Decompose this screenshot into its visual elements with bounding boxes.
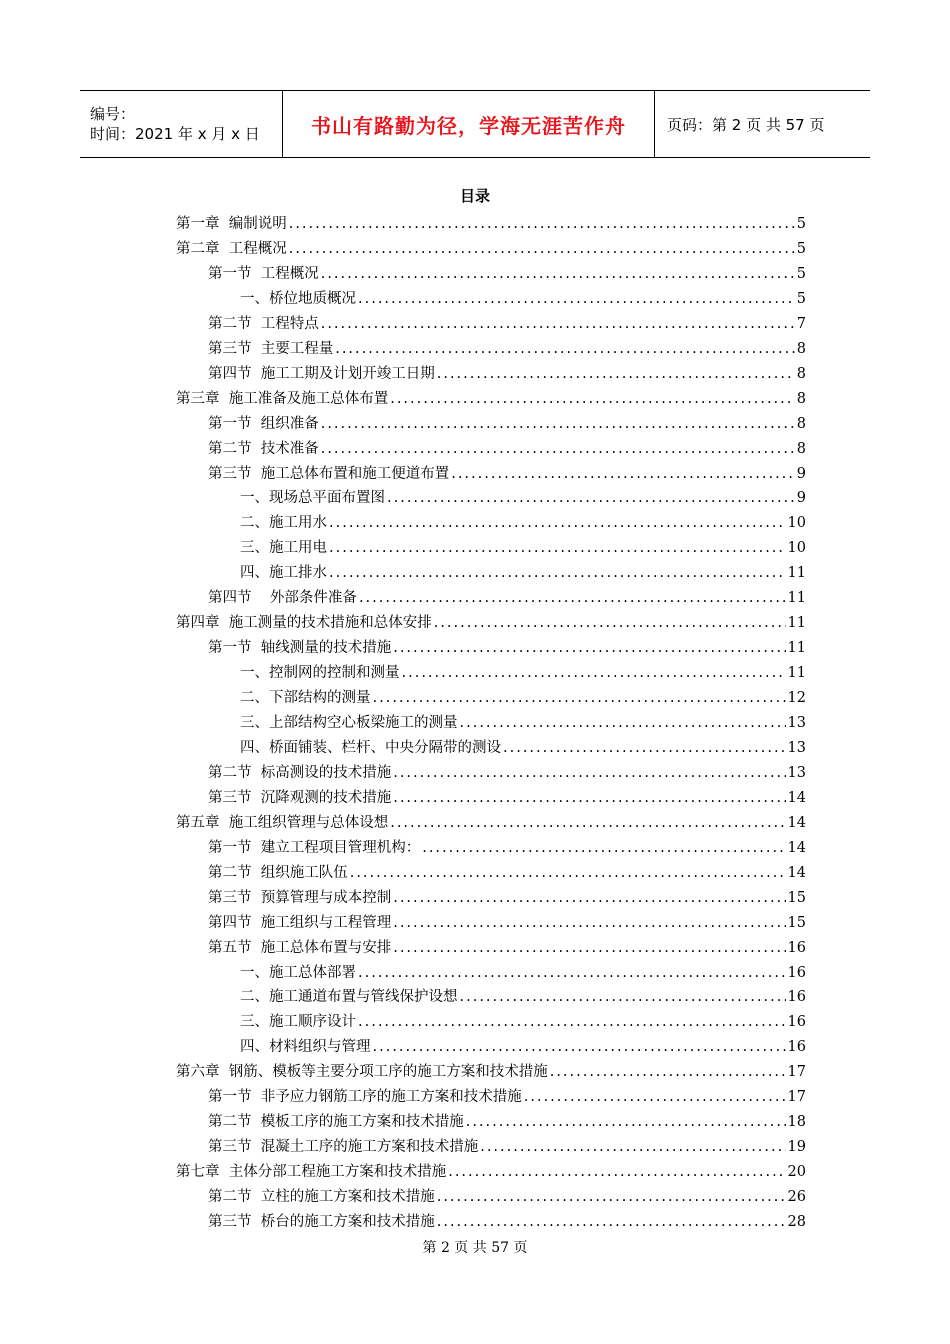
toc-entry-title: 第二节 模板工序的施工方案和技术措施 bbox=[208, 1114, 464, 1131]
toc-dot-leader bbox=[480, 1138, 785, 1156]
toc-entry[interactable] bbox=[208, 857, 806, 882]
toc-dot-leader bbox=[503, 739, 786, 757]
document-time-label: 时间：2021 年 x 月 x 日 bbox=[90, 125, 260, 143]
toc-entry-title: 四、桥面铺装、栏杆、中央分隔带的测设 bbox=[240, 739, 501, 756]
toc-entry[interactable] bbox=[208, 408, 806, 433]
toc-entry[interactable] bbox=[176, 208, 806, 233]
toc-entry[interactable] bbox=[240, 1006, 806, 1031]
toc-entry-page: 11 bbox=[787, 565, 806, 582]
toc-entry-page: 16 bbox=[787, 939, 806, 956]
toc-dot-leader bbox=[358, 290, 795, 308]
toc-entry[interactable] bbox=[240, 532, 806, 557]
toc-dot-leader bbox=[437, 1188, 786, 1206]
toc-entry-title: 第一章 编制说明 bbox=[176, 216, 287, 232]
toc-entry[interactable] bbox=[208, 1081, 806, 1106]
toc-dot-leader bbox=[387, 489, 795, 507]
toc-entry-title: 第一节 非予应力钢筋工序的施工方案和技术措施 bbox=[208, 1089, 522, 1106]
toc-entry-page: 8 bbox=[796, 340, 806, 357]
toc-entry[interactable] bbox=[208, 582, 806, 607]
toc-entry[interactable] bbox=[208, 333, 806, 358]
toc-dot-leader bbox=[393, 939, 785, 957]
toc-entry-title: 二、施工通道布置与管线保护设想 bbox=[240, 989, 458, 1006]
toc-entry[interactable] bbox=[176, 233, 806, 258]
toc-entry-page: 16 bbox=[787, 964, 806, 981]
header-motto: 书山有路勤为径，学海无涯苦作舟 bbox=[311, 113, 626, 138]
toc-entry-title: 四、施工排水 bbox=[240, 565, 327, 582]
toc-entry-page: 11 bbox=[787, 615, 806, 632]
toc-dot-leader bbox=[390, 390, 795, 408]
toc-entry-title: 第二节 工程特点 bbox=[208, 315, 319, 332]
toc-entry-page: 5 bbox=[796, 216, 806, 232]
toc-entry-title: 第三章 施工准备及施工总体布置 bbox=[176, 390, 389, 407]
toc-entry-page: 14 bbox=[787, 839, 806, 856]
toc-entry[interactable] bbox=[208, 1206, 806, 1231]
toc-dot-leader bbox=[329, 564, 786, 582]
toc-dot-leader bbox=[393, 789, 785, 807]
page-footer: 第 2 页 共 57 页 bbox=[422, 1240, 528, 1256]
toc-entry-title: 第四章 施工测量的技术措施和总体安排 bbox=[176, 615, 432, 632]
toc-entry-title: 第一节 建立工程项目管理机构： bbox=[208, 839, 421, 856]
toc-entry-page: 10 bbox=[787, 515, 806, 532]
toc-entry-page: 11 bbox=[787, 640, 806, 657]
toc-entry-title: 一、控制网的控制和测量 bbox=[240, 665, 400, 682]
header-page-number: 页码：第 2 页 共 57 页 bbox=[667, 115, 825, 134]
toc-dot-leader bbox=[289, 240, 795, 258]
toc-entry-title: 四、材料组织与管理 bbox=[240, 1039, 371, 1056]
toc-entry-page: 26 bbox=[787, 1189, 806, 1206]
toc-entry-page: 14 bbox=[787, 864, 806, 881]
toc-entry-title: 第一节 工程概况 bbox=[208, 265, 319, 282]
toc-dot-leader bbox=[359, 589, 786, 607]
toc-entry[interactable] bbox=[240, 657, 806, 682]
toc-entry-title: 第二节 组织施工队伍 bbox=[208, 864, 348, 881]
toc-entry[interactable] bbox=[176, 1156, 806, 1181]
toc-entry-page: 8 bbox=[796, 365, 806, 382]
toc-dot-leader bbox=[289, 215, 795, 233]
toc-entry[interactable] bbox=[208, 632, 806, 657]
toc-entry-title: 第一节 轴线测量的技术措施 bbox=[208, 640, 392, 657]
toc-dot-leader bbox=[321, 265, 795, 283]
toc-dot-leader bbox=[402, 664, 786, 682]
toc-entry-title: 第二章 工程概况 bbox=[176, 240, 287, 257]
toc-entry-page: 20 bbox=[787, 1164, 806, 1181]
toc-dot-leader bbox=[437, 365, 795, 383]
toc-entry-page: 7 bbox=[796, 315, 806, 332]
toc-dot-leader bbox=[321, 315, 795, 333]
toc-dot-leader bbox=[434, 614, 786, 632]
toc-entry-page: 14 bbox=[787, 814, 806, 831]
toc-entry[interactable] bbox=[208, 433, 806, 458]
page-header-table bbox=[80, 90, 870, 158]
toc-entry[interactable] bbox=[208, 907, 806, 932]
toc-entry[interactable] bbox=[176, 807, 806, 832]
toc-dot-leader bbox=[451, 465, 795, 483]
toc-entry-title: 第四节 施工组织与工程管理 bbox=[208, 914, 392, 931]
toc-entry[interactable] bbox=[208, 258, 806, 283]
toc-dot-leader bbox=[448, 1163, 785, 1181]
toc-entry-page: 18 bbox=[787, 1114, 806, 1131]
toc-entry[interactable] bbox=[240, 283, 806, 308]
toc-entry[interactable] bbox=[176, 1056, 806, 1081]
toc-dot-leader bbox=[393, 914, 785, 932]
toc-entry-page: 16 bbox=[787, 1039, 806, 1056]
toc-entry-page: 5 bbox=[796, 265, 806, 282]
toc-dot-leader bbox=[390, 814, 785, 832]
toc-entry-title: 三、上部结构空心板梁施工的测量 bbox=[240, 715, 458, 731]
toc-entry[interactable] bbox=[208, 757, 806, 782]
toc-entry[interactable] bbox=[240, 507, 806, 532]
toc-entry-page: 9 bbox=[796, 465, 806, 482]
toc-entry-page: 14 bbox=[787, 789, 806, 806]
toc-entry-page: 10 bbox=[787, 540, 806, 557]
toc-entry[interactable] bbox=[208, 1131, 806, 1156]
toc-entry-page: 16 bbox=[787, 1014, 806, 1031]
document-number-label: 编号： bbox=[90, 105, 136, 123]
toc-entry[interactable] bbox=[240, 707, 806, 732]
toc-dot-leader bbox=[321, 415, 795, 433]
toc-entry-title: 第四节 外部条件准备 bbox=[208, 590, 357, 607]
toc-entry-title: 第七章 主体分部工程施工方案和技术措施 bbox=[176, 1164, 447, 1181]
toc-entry-page: 11 bbox=[787, 590, 806, 607]
toc-entry-title: 第三节 主要工程量 bbox=[208, 340, 334, 357]
toc-entry-page: 17 bbox=[787, 1089, 806, 1106]
toc-dot-leader bbox=[393, 889, 785, 907]
toc-dot-leader bbox=[329, 514, 786, 532]
toc-dot-leader bbox=[550, 1063, 786, 1081]
toc-entry[interactable] bbox=[208, 782, 806, 807]
toc-dot-leader bbox=[358, 964, 786, 982]
toc-entry[interactable] bbox=[240, 682, 806, 707]
toc-entry-title: 第六章 钢筋、模板等主要分项工序的施工方案和技术措施 bbox=[176, 1064, 548, 1081]
toc-entry-title: 一、桥位地质概况 bbox=[240, 290, 356, 307]
toc-entry-title: 一、施工总体部署 bbox=[240, 964, 356, 981]
toc-dot-leader bbox=[393, 639, 785, 657]
toc-dot-leader bbox=[329, 539, 786, 557]
toc-dot-leader bbox=[422, 839, 785, 857]
toc-dot-leader bbox=[373, 1038, 786, 1056]
toc-entry-title: 第三节 混凝土工序的施工方案和技术措施 bbox=[208, 1139, 479, 1156]
toc-dot-leader bbox=[393, 764, 785, 782]
toc-dot-leader bbox=[466, 1113, 786, 1131]
toc-dot-leader bbox=[321, 440, 795, 458]
toc-entry-title: 第一节 组织准备 bbox=[208, 415, 319, 432]
toc-entry-title: 第五章 施工组织管理与总体设想 bbox=[176, 814, 389, 831]
toc-entry-page: 8 bbox=[796, 440, 806, 457]
toc-entry[interactable] bbox=[240, 957, 806, 982]
toc-entry-page: 11 bbox=[787, 665, 806, 682]
toc-entry[interactable] bbox=[208, 358, 806, 383]
toc-entry-page: 28 bbox=[787, 1214, 806, 1230]
toc-entry[interactable] bbox=[240, 557, 806, 582]
toc-dot-leader bbox=[350, 864, 786, 882]
toc-entry-title: 第四节 施工工期及计划开竣工日期 bbox=[208, 365, 435, 382]
toc-entry-title: 第五节 施工总体布置与安排 bbox=[208, 939, 392, 956]
toc-dot-leader bbox=[437, 1213, 786, 1231]
toc-entry-page: 12 bbox=[787, 690, 806, 707]
toc-entry-title: 三、施工用电 bbox=[240, 540, 327, 557]
toc-entry-title: 三、施工顺序设计 bbox=[240, 1014, 356, 1031]
toc-entry[interactable] bbox=[208, 832, 806, 857]
toc-dot-leader bbox=[373, 689, 786, 707]
toc-entry-title: 第二节 标高测设的技术措施 bbox=[208, 764, 392, 781]
toc-dot-leader bbox=[460, 714, 786, 732]
toc-entry-page: 15 bbox=[787, 914, 806, 931]
toc-dot-leader bbox=[358, 1013, 786, 1031]
toc-entry-page: 17 bbox=[787, 1064, 806, 1081]
toc-entry[interactable] bbox=[208, 458, 806, 483]
toc-entry-title: 第三节 沉降观测的技术措施 bbox=[208, 789, 392, 806]
header-motto-cell bbox=[282, 91, 655, 157]
toc-entry-title: 第三节 桥台的施工方案和技术措施 bbox=[208, 1214, 435, 1230]
toc-entry-page: 16 bbox=[787, 989, 806, 1006]
header-meta-cell bbox=[80, 91, 282, 157]
toc-dot-leader bbox=[335, 340, 795, 358]
toc-entry-page: 19 bbox=[787, 1139, 806, 1156]
toc-entry[interactable] bbox=[240, 482, 806, 507]
toc-entry-page: 13 bbox=[787, 739, 806, 756]
toc-entry-title: 第三节 施工总体布置和施工便道布置 bbox=[208, 465, 450, 482]
toc-entry-title: 一、现场总平面布置图 bbox=[240, 490, 385, 507]
toc-entry[interactable] bbox=[176, 383, 806, 408]
toc-entry[interactable] bbox=[208, 1181, 806, 1206]
toc-entry-title: 二、下部结构的测量 bbox=[240, 690, 371, 707]
toc-title: 目录 bbox=[459, 187, 490, 205]
toc-entry-page: 9 bbox=[796, 490, 806, 507]
toc-entry[interactable] bbox=[208, 308, 806, 333]
toc-entry-title: 第二节 立柱的施工方案和技术措施 bbox=[208, 1189, 435, 1206]
toc-entry[interactable] bbox=[208, 882, 806, 907]
toc-entry-page: 15 bbox=[787, 889, 806, 906]
toc-entry-page: 13 bbox=[787, 715, 806, 731]
toc-entry[interactable] bbox=[240, 981, 806, 1006]
toc-entry-page: 5 bbox=[796, 290, 806, 307]
header-page-cell bbox=[655, 91, 870, 157]
toc-entry-title: 第三节 预算管理与成本控制 bbox=[208, 889, 392, 906]
toc-entry-title: 二、施工用水 bbox=[240, 515, 327, 532]
toc-dot-leader bbox=[524, 1088, 786, 1106]
toc-entry-page: 8 bbox=[796, 415, 806, 432]
toc-entry-page: 8 bbox=[796, 390, 806, 407]
toc-entry[interactable] bbox=[240, 732, 806, 757]
toc-entry-page: 13 bbox=[787, 764, 806, 781]
toc-entry[interactable] bbox=[208, 932, 806, 957]
toc-entry-page: 5 bbox=[796, 240, 806, 257]
toc-dot-leader bbox=[460, 988, 786, 1006]
toc-entry[interactable] bbox=[208, 1106, 806, 1131]
toc-entry[interactable] bbox=[240, 1031, 806, 1056]
toc-entry[interactable] bbox=[176, 607, 806, 632]
toc-entry-title: 第二节 技术准备 bbox=[208, 440, 319, 457]
